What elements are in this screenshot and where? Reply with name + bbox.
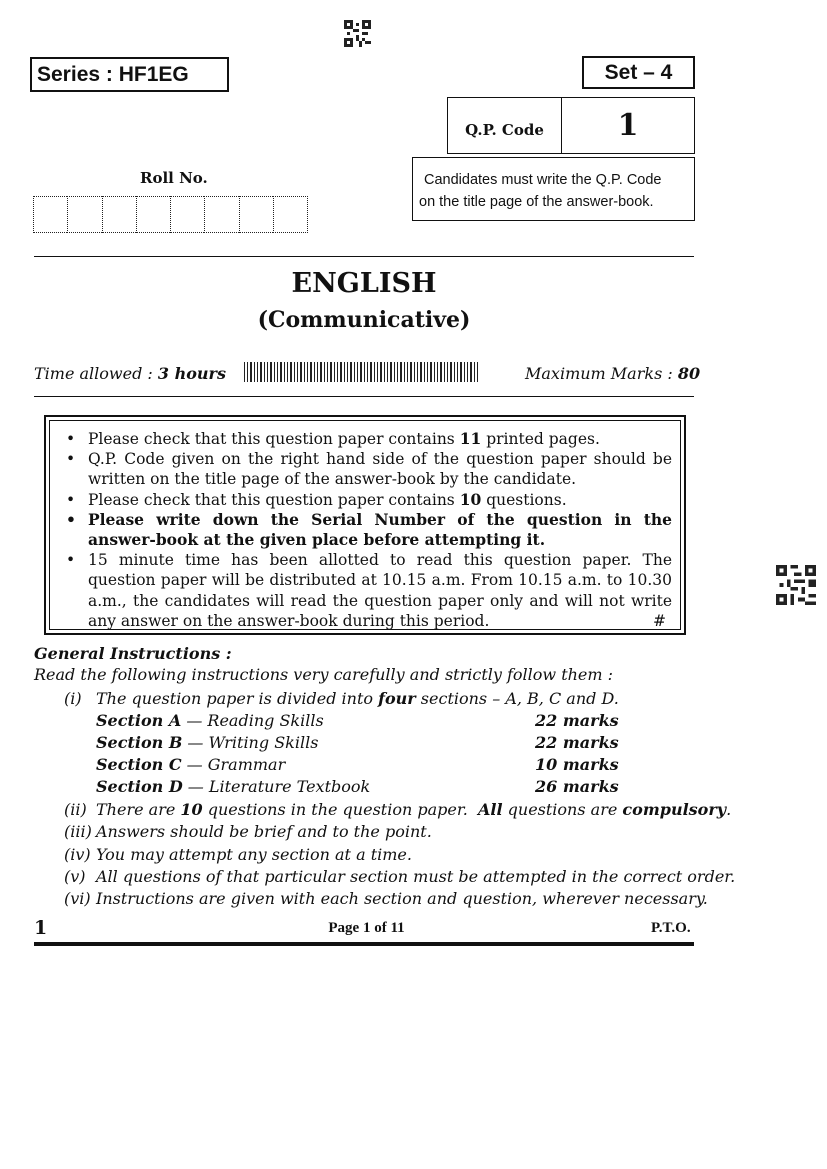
series-label: Series : HF1EG [37,62,189,86]
divider-middle [34,396,694,397]
hash-mark: # [653,611,666,630]
subject-subtitle: (Communicative) [257,307,471,333]
qp-code-value: 1 [617,108,639,143]
general-instructions-heading: General Instructions : [34,644,232,663]
marks-value: 80 [677,364,701,383]
roll-no-cell [239,196,273,233]
instruction-item: • Please check that this question paper contains 10 questions. [64,490,672,510]
maximum-marks [525,364,700,383]
qp-code-label: Q.P. Code [448,98,562,153]
candidate-note [412,157,695,221]
qp-code-box [447,97,695,154]
instruction-item: • 15 minute time has been allotted to read this question paper. The question paper will be distributed at 10.15 a.m. From 10.15 a.m. to 10.30 a.m., the candidates will read the question paper only and will not write any answer on the answer-book during this period. # [64,550,672,631]
barcode [244,362,480,382]
footer-pto: P.T.O. [651,920,691,936]
footer-rule [34,942,694,946]
roll-no-cell [136,196,170,233]
set-box [582,56,695,89]
roll-no-cell [67,196,101,233]
divider-top [34,256,694,257]
candidate-note-line1: Candidates must write the Q.P. Code [424,172,662,188]
general-instructions-intro: Read the following instructions very carefully and strictly follow them : [34,665,614,684]
subject-title: ENGLISH [291,268,437,299]
instruction-item: • Please check that this question paper contains 11 printed pages. [64,429,672,449]
instruction-item: • Q.P. Code given on the right hand side of the question paper should be written on the title page of the answer-book by the candidate. [64,449,672,489]
roll-no-cell [33,196,67,233]
qr-code-side [776,565,816,605]
series-box [30,57,229,92]
footer-qp-number: 1 [34,917,48,939]
time-label: Time allowed : [34,364,158,383]
marks-label: Maximum Marks : [525,364,678,383]
footer-page-number: Page 1 of 11 [328,920,405,936]
roll-no-cell [170,196,204,233]
roll-no-cell [273,196,308,233]
roll-no-boxes [33,196,308,233]
time-allowed [34,364,226,383]
candidate-note-line2: on the title page of the answer-book. [419,194,654,210]
time-value: 3 hours [157,364,226,383]
roll-no-cell [102,196,136,233]
roll-no-label: Roll No. [140,169,208,187]
instructions-box [44,415,686,635]
instruction-item: • Please write down the Serial Number of the question in the answer-book at the given place before attempting it. [64,510,672,550]
instructions-list [64,429,672,631]
roll-no-cell [204,196,238,233]
set-label: Set – 4 [604,60,673,84]
qr-code-top [344,20,371,47]
